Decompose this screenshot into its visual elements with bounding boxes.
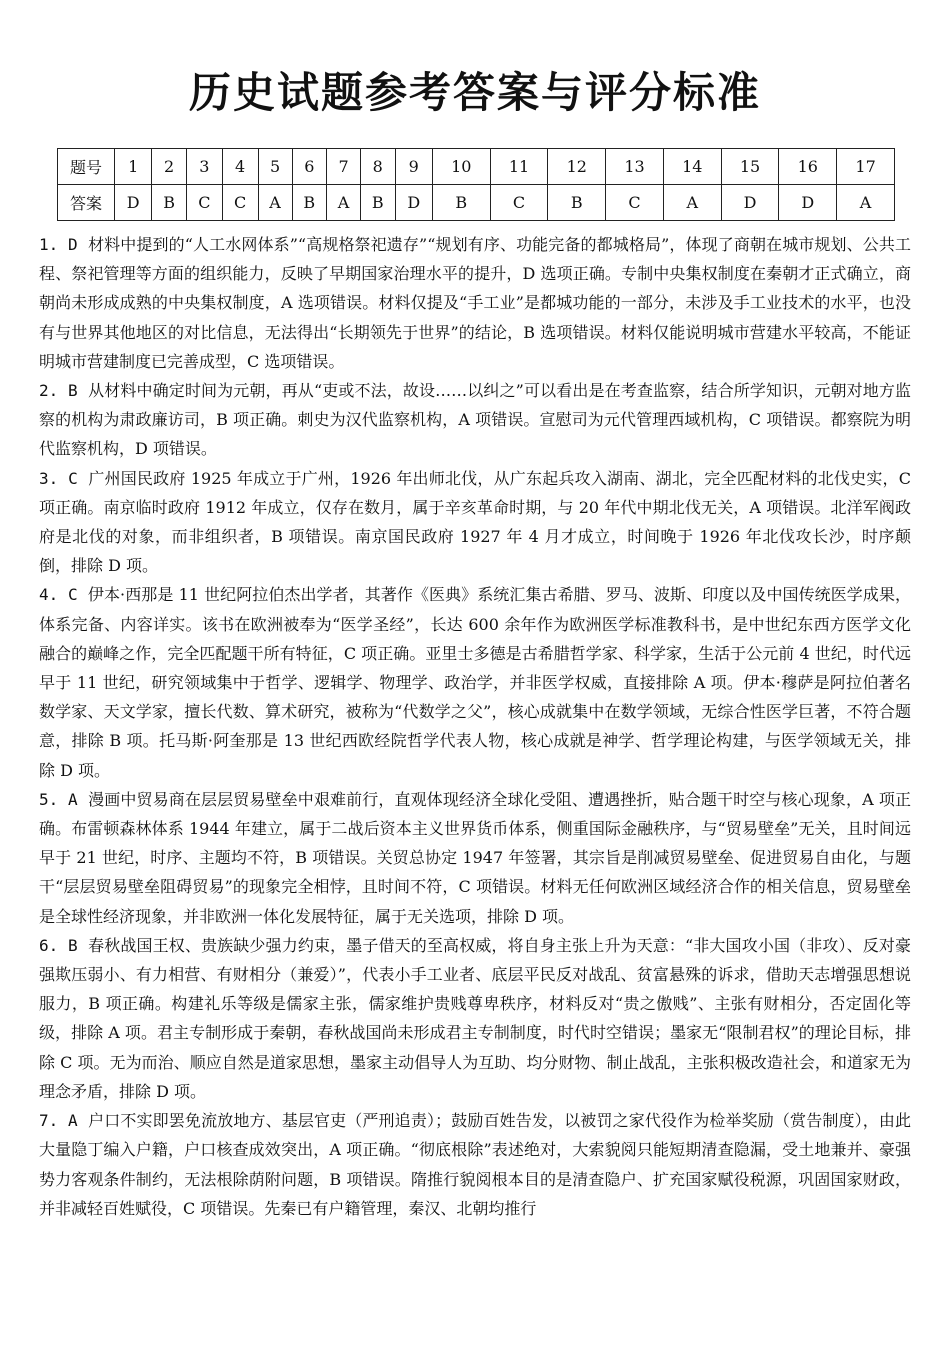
question-number-cell: 15	[721, 149, 779, 185]
table-row-answers	[58, 185, 895, 221]
answer-cell: A	[663, 185, 721, 221]
answer-cell: B	[292, 185, 327, 221]
answer-cell: A	[258, 185, 292, 221]
table-row-numbers	[58, 149, 895, 185]
question-number-cell: 14	[663, 149, 721, 185]
answer-cell: C	[606, 185, 664, 221]
explanation-text: 春秋战国王权、贵族缺少强力约束，墨子借天的至高权威，将自身主张上升为天意：“非大国攻小国（非攻）、反对豪强欺压弱小、有力相营、有财相分（兼爱）”，代表小手工业者、底层平民反对战乱、贫富悬殊的诉求，借助天志增强思想说服力，B 项正确。构建礼乐等级是儒家主张，儒家维护贵贱尊卑秩序，材料反对“贵之傲贱”、主张有财相分，否定固化等级，排除 A 项。君主专制形成于秦朝，春秋战国尚未形成君主专制制度，时代时空错误；墨家无“限制君权”的理论目标，排除 C 项。无为而治、顺应自然是道家思想，墨家主动倡导人为互助、均分财物、制止战乱，主张积极改造社会，和道家无为理念矛盾，排除 D 项。	[39, 935, 912, 1101]
question-number-cell: 2	[152, 149, 187, 185]
question-number-cell: 10	[432, 149, 490, 185]
question-number-cell: 5	[258, 149, 292, 185]
answer-cell: C	[490, 185, 548, 221]
explanation-text: 材料中提到的“人工水网体系”“高规格祭祀遗存”“规划有序、功能完备的都城格局”，体现了商朝在城市规划、公共工程、祭祀管理等方面的组织能力，反映了早期国家治理水平的提升，D 选项正确。专制中央集权制度在秦朝才正式确立，商朝尚未形成成熟的中央集权制度，A 选项错误。材料仅提及“手工业”是都城功能的一部分，未涉及手工业技术的水平，也没有与世界其他地区的对比信息，无法得出“长期领先于世界”的结论，B 选项错误。材料仅能说明城市营建水平较高，不能证明城市营建制度已完善成型，C 选项错误。	[39, 235, 912, 371]
question-number-cell: 3	[186, 149, 222, 185]
question-answer-label: 7. A	[39, 1111, 78, 1131]
answer-cell: B	[548, 185, 606, 221]
explanation-text: 伊本·西那是 11 世纪阿拉伯杰出学者，其著作《医典》系统汇集古希腊、罗马、波斯、印度以及中国传统医学成果，体系完备、内容详实。该书在欧洲被奉为“医学圣经”，长达 600 余年作为欧洲医学标准教科书，是中世纪东西方医学文化融合的巅峰之作，完全匹配题干所有特征，C 项正确。亚里士多德是古希腊哲学家、科学家，生活于公元前 4 世纪，时代远早于 11 世纪，研究领域集中于哲学、逻辑学、物理学、政治学，并非医学权威，直接排除 A 项。伊本·穆萨是阿拉伯著名数学家、天文学家，擅长代数、算术研究，被称为“代数学之父”，核心成就集中在数学领域，无综合性医学巨著，不符合题意，排除 B 项。托马斯·阿奎那是 13 世纪西欧经院哲学代表人物，核心成就是神学、哲学理论构建，与医学领域无关，排除 D 项。	[39, 585, 912, 780]
row-label-answers: 答案	[58, 185, 115, 221]
explanation-text: 户口不实即罢免流放地方、基层官吏（严刑追责）；鼓励百姓告发，以被罚之家代役作为检举奖励（赏告制度），由此大量隐丁编入户籍，户口核查成效突出，A 项正确。“彻底根除”表述绝对，大索貌阅只能短期清查隐漏，受土地兼并、豪强势力客观条件制约，无法根除荫附问题，B 项错误。隋推行貌阅根本目的是清查隐户、扩充国家赋役税源，巩固国家财政，并非减轻百姓赋役，C 项错误。先秦已有户籍管理，秦汉、北朝均推行	[39, 1111, 912, 1218]
explanation-text: 从材料中确定时间为元朝，再从“吏或不法，故设……以纠之”可以看出是在考查监察，结合所学知识，元朝对地方监察的机构为肃政廉访司，B 项正确。刺史为汉代监察机构，A 项错误。宣慰司为元代管理西域机构，C 项错误。都察院为明代监察机构，D 项错误。	[39, 381, 912, 459]
question-number-cell: 1	[115, 149, 152, 185]
answer-cell: D	[779, 185, 837, 221]
answer-cell: A	[837, 185, 895, 221]
page-title: 历史试题参考答案与评分标准	[188, 68, 761, 117]
answer-cell: D	[395, 185, 432, 221]
question-answer-label: 2. B	[39, 381, 78, 401]
question-number-cell: 13	[606, 149, 664, 185]
answer-cell: B	[361, 185, 396, 221]
question-number-cell: 17	[837, 149, 895, 185]
answer-explanations	[39, 230, 911, 1223]
answer-cell: B	[432, 185, 490, 221]
answer-explanation	[39, 1106, 911, 1223]
answer-explanation	[39, 785, 911, 931]
question-number-cell: 7	[327, 149, 361, 185]
question-number-cell: 4	[222, 149, 258, 185]
question-answer-label: 6. B	[39, 935, 78, 955]
answer-explanation	[39, 230, 911, 376]
question-number-cell: 6	[292, 149, 327, 185]
question-number-cell: 9	[395, 149, 432, 185]
question-answer-label: 1. D	[39, 235, 78, 254]
answer-cell: A	[327, 185, 361, 221]
explanation-text: 漫画中贸易商在层层贸易壁垒中艰难前行，直观体现经济全球化受阻、遭遇挫折，贴合题干时空与核心现象，A 项正确。布雷顿森林体系 1944 年建立，属于二战后资本主义世界货币体系，侧重国际金融秩序，与“贸易壁垒”无关，且时间远早于 21 世纪，时序、主题均不符，B 项错误。关贸总协定 1947 年签署，其宗旨是削减贸易壁垒、促进贸易自由化，与题干“层层贸易壁垒阻碍贸易”的现象完全相悖，且时间不符，C 项错误。材料无任何欧洲区域经济合作的相关信息，贸易壁垒是全球性经济现象，并非欧洲一体化发展特征，属于无关选项，排除 D 项。	[39, 789, 912, 926]
answer-cell: B	[152, 185, 187, 221]
answer-cell: D	[721, 185, 779, 221]
answer-table	[57, 148, 895, 221]
answer-explanation	[39, 376, 911, 464]
answer-explanation	[39, 580, 911, 784]
question-answer-label: 4. C	[39, 585, 78, 605]
question-answer-label: 3. C	[39, 468, 78, 488]
answer-explanation	[39, 464, 911, 581]
answer-cell: C	[186, 185, 222, 221]
row-label-numbers: 题号	[58, 149, 115, 185]
answer-cell: C	[222, 185, 258, 221]
explanation-text: 广州国民政府 1925 年成立于广州，1926 年出师北伐，从广东起兵攻入湖南、湖北，完全匹配材料的北伐史实，C 项正确。南京临时政府 1912 年成立，仅存在数月，属于辛亥革命时期，与 20 年代中期北伐无关，A 项错误。北洋军阀政府是北伐的对象，而非组织者，B 项错误。南京国民政府 1927 年 4 月才成立，时间晚于 1926 年北伐攻长沙，时序颠倒，排除 D 项。	[39, 468, 912, 576]
question-answer-label: 5. A	[39, 789, 78, 809]
question-number-cell: 11	[490, 149, 548, 185]
question-number-cell: 12	[548, 149, 606, 185]
answer-explanation	[39, 931, 911, 1106]
question-number-cell: 8	[361, 149, 396, 185]
question-number-cell: 16	[779, 149, 837, 185]
answer-cell: D	[115, 185, 152, 221]
